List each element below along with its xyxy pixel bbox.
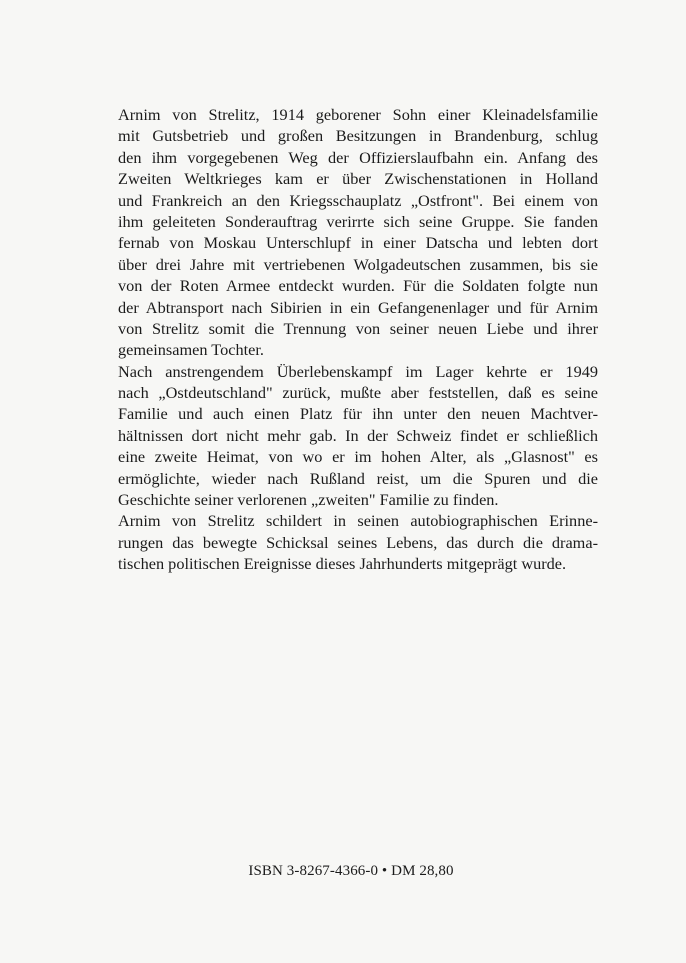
text-line: tischen politischen Ereignisse dieses Jahrhunderts mitgeprägt wurde. — [118, 554, 567, 574]
text-line: von Strelitz somit die Trennung von seiner neuen Liebe und ihrer — [118, 318, 598, 338]
text-line: über drei Jahre mit vertriebenen Wolgadeutschen zusammen, bis sie — [118, 254, 598, 274]
text-line: Zweiten Weltkrieges kam er über Zwischenstationen in Holland — [118, 169, 598, 189]
text-line: eine zweite Heimat, von wo er im hohen Alter, als „Glasnost" es — [118, 447, 598, 467]
paragraph-2 — [118, 361, 598, 511]
text-line: fernab von Moskau Unterschlupf in einer Datscha und lebten dort — [118, 233, 598, 253]
blurb-text — [118, 104, 598, 575]
text-line: Familie und auch einen Platz für ihn unter den neuen Machtver- — [118, 404, 598, 424]
text-line: Arnim von Strelitz, 1914 geborener Sohn einer Kleinadelsfamilie — [118, 105, 598, 124]
text-line: Geschichte seiner verlorenen „zweiten" Familie zu finden. — [118, 490, 499, 510]
text-line: und Frankreich an den Kriegsschauplatz „Ostfront". Bei einem von — [118, 190, 598, 210]
text-line: nach „Ostdeutschland" zurück, mußte aber feststellen, daß es seine — [118, 383, 598, 403]
text-line: mit Gutsbetrieb und großen Besitzungen in Brandenburg, schlug — [118, 126, 598, 146]
text-line: Nach anstrengendem Überlebenskampf im Lager kehrte er 1949 — [118, 361, 598, 381]
text-line: der Abtransport nach Sibirien in ein Gefangenenlager und für Arnim — [118, 297, 598, 317]
text-line: von der Roten Armee entdeckt wurden. Für die Soldaten folgte nun — [118, 276, 598, 296]
text-line: den ihm vorgegebenen Weg der Offizierslaufbahn ein. Anfang des — [118, 147, 598, 167]
text-line: Arnim von Strelitz schildert in seinen autobiographischen Erinne- — [118, 511, 598, 531]
paragraph-1 — [118, 104, 598, 361]
paragraph-3 — [118, 510, 598, 574]
text-line: rungen das bewegte Schicksal seines Lebens, das durch die drama- — [118, 532, 598, 552]
text-line: gemeinsamen Tochter. — [118, 340, 264, 360]
isbn-price-line: ISBN 3-8267-4366-0 • DM 28,80 — [248, 863, 454, 879]
text-line: ermöglichte, wieder nach Rußland reist, um die Spuren und die — [118, 468, 598, 488]
text-line: ihm geleiteten Sonderauftrag verirrte sich seine Gruppe. Sie fanden — [118, 211, 598, 231]
text-line: hältnissen dort nicht mehr gab. In der Schweiz findet er schließlich — [118, 425, 598, 445]
